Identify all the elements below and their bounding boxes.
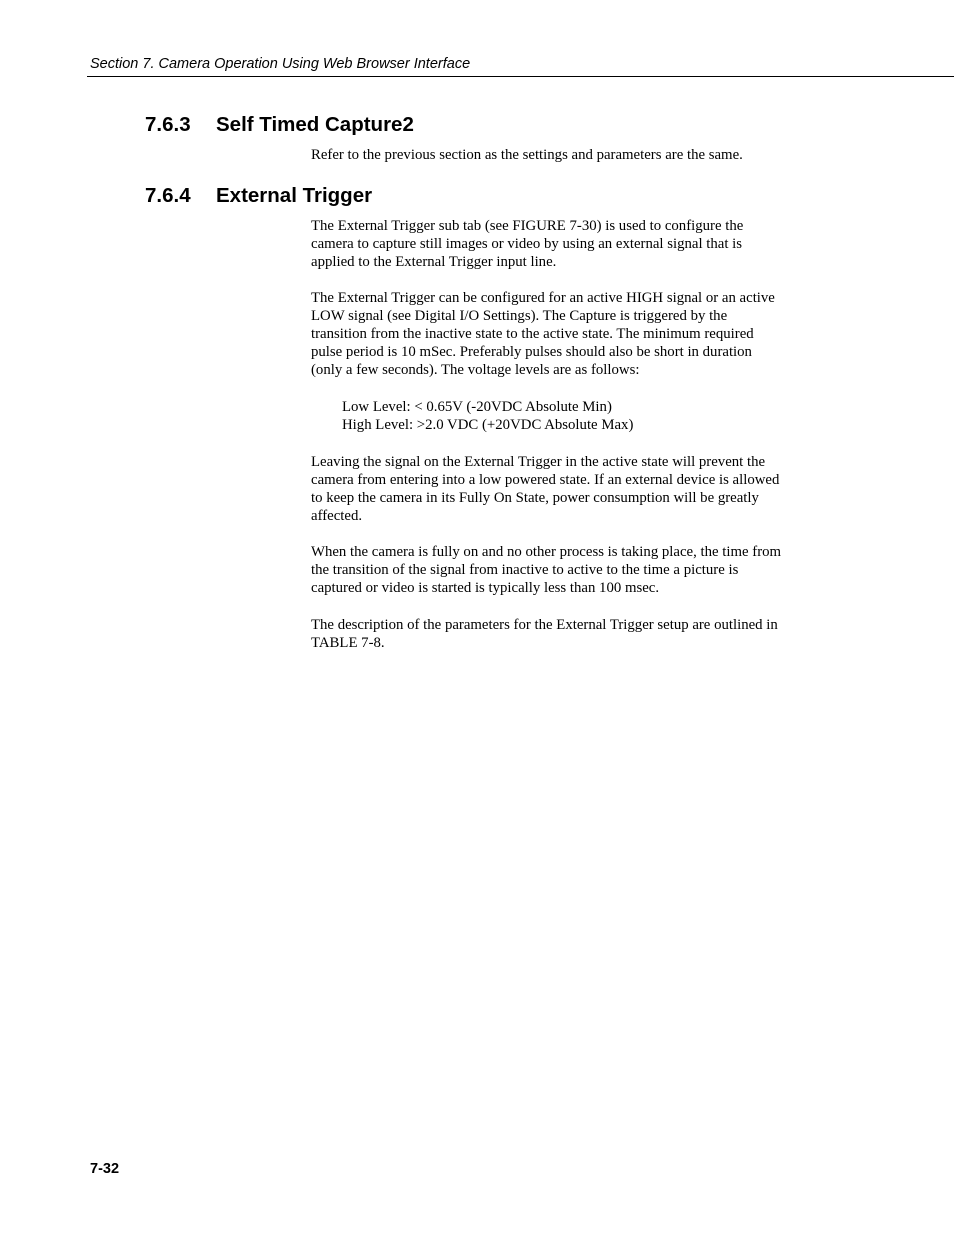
paragraph-line: The External Trigger sub tab (see FIGURE 7-30) is used to configure the xyxy=(311,218,744,234)
paragraph-line: Leaving the signal on the External Trigger in the active state will prevent the xyxy=(311,454,766,470)
paragraph-line: transition from the inactive state to the active state. The minimum required xyxy=(311,326,754,343)
paragraph-line: applied to the External Trigger input line. xyxy=(311,254,557,271)
paragraph-line: captured or video is started is typically less than 100 msec. xyxy=(311,580,660,597)
paragraph-self-timed-capture2: Refer to the previous section as the settings and parameters are the same. xyxy=(311,147,743,163)
paragraph-line: the transition of the signal from inactive to active to the time a picture is xyxy=(311,562,739,579)
paragraph-line: (only a few seconds). The voltage levels are as follows: xyxy=(311,362,640,379)
paragraph-line: camera from entering into a low powered state. If an external device is allowed xyxy=(311,472,780,489)
high-level-item: High Level: >2.0 VDC (+20VDC Absolute Max) xyxy=(342,417,634,434)
paragraph-line: When the camera is fully on and no other process is taking place, the time from xyxy=(311,544,782,560)
paragraph-active-state-warning xyxy=(311,453,816,525)
section-title: External Trigger xyxy=(216,184,373,207)
paragraph-external-trigger-intro xyxy=(311,217,816,271)
paragraph-line: pulse period is 10 mSec. Preferably pulses should also be short in duration xyxy=(311,344,752,361)
paragraph-line: The description of the parameters for the External Trigger setup are outlined in xyxy=(311,617,778,633)
section-number: 7.6.3 xyxy=(145,113,191,136)
header-divider xyxy=(87,76,954,77)
section-number: 7.6.4 xyxy=(145,184,191,207)
section-title: Self Timed Capture2 xyxy=(216,113,414,136)
section-heading-7-6-3 xyxy=(145,113,414,137)
paragraph-line: LOW signal (see Digital I/O Settings). The Capture is triggered by the xyxy=(311,308,728,325)
paragraph-table-reference xyxy=(311,616,816,652)
paragraph-line: to keep the camera in its Fully On State, power consumption will be greatly xyxy=(311,490,759,507)
voltage-levels-list xyxy=(342,398,812,434)
paragraph-trigger-latency xyxy=(311,543,816,597)
running-header: Section 7. Camera Operation Using Web Browser Interface xyxy=(90,56,471,72)
paragraph-line: camera to capture still images or video by using an external signal that is xyxy=(311,236,743,253)
low-level-item: Low Level: < 0.65V (-20VDC Absolute Min) xyxy=(342,399,612,415)
section-heading-7-6-4 xyxy=(145,184,372,208)
paragraph-trigger-configuration xyxy=(311,289,816,379)
page-number: 7-32 xyxy=(90,1161,120,1177)
paragraph-line: The External Trigger can be configured for an active HIGH signal or an active xyxy=(311,290,775,306)
paragraph-line: affected. xyxy=(311,508,363,525)
paragraph-line: TABLE 7-8. xyxy=(311,635,385,652)
